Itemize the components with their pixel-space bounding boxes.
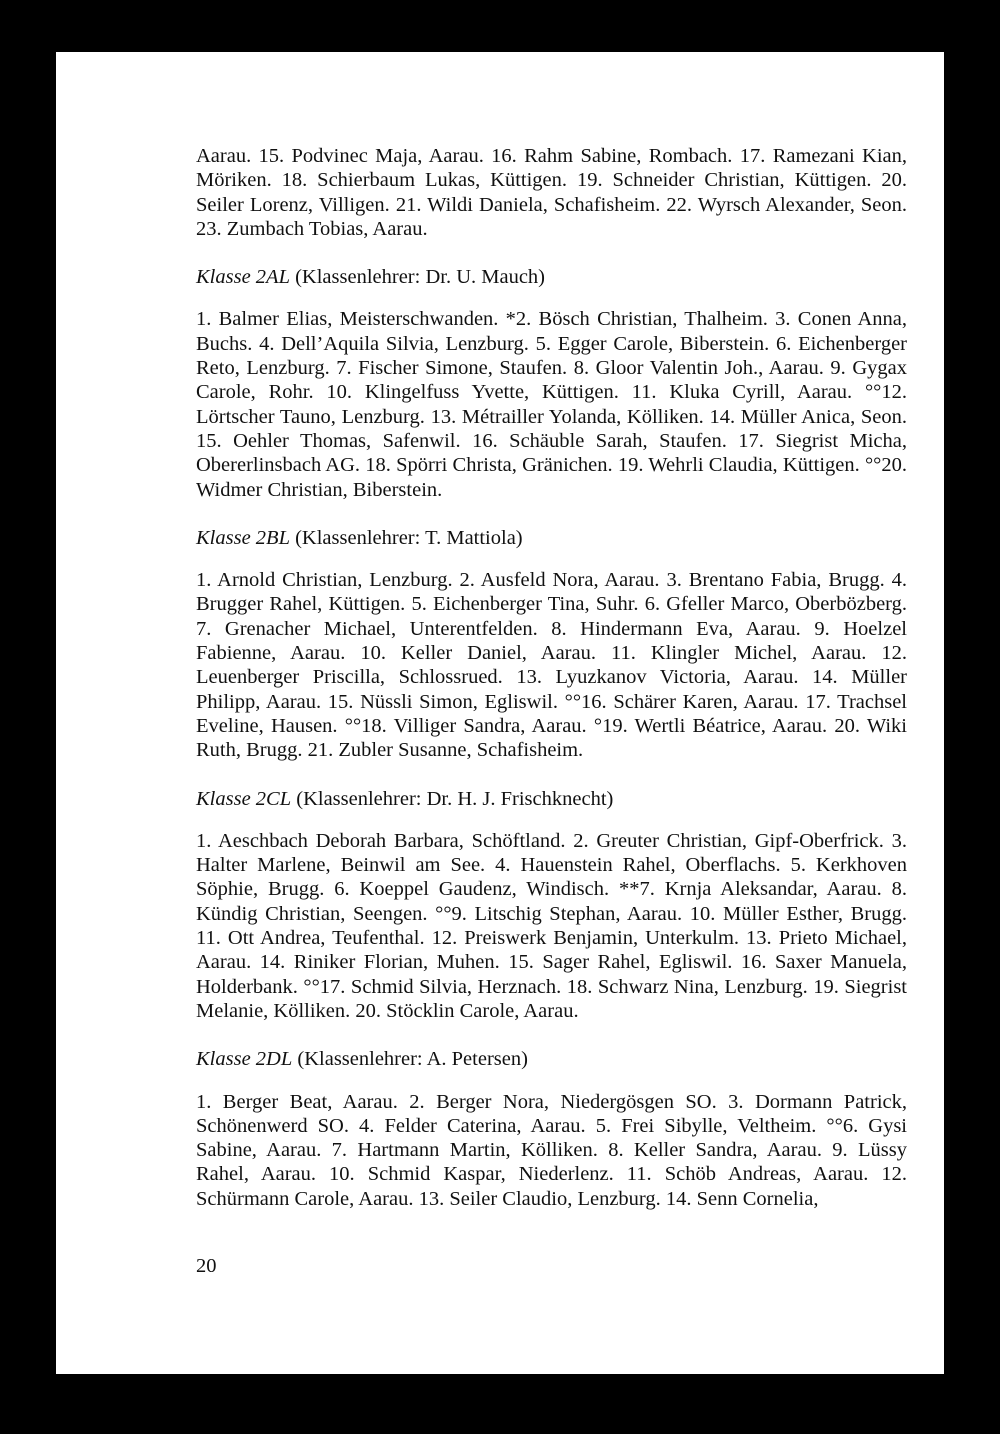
section-spacer [196,1023,907,1047]
student-list-2al: 1. Balmer Elias, Meisterschwanden. *2. Bösch Christian, Thalheim. 3. Conen Anna, Buchs. 4. Dell’Aquila Silvia, Lenzburg. 5. Egger Carole, Biberstein. 6. Eichenberger Reto, Lenzburg. 7. Fischer Simone, Staufen. 8. Gloor Valentin Joh., Aarau. 9. Gygax Carole, Rohr. 10. Klingelfuss Yvette, Küttigen. 11. Kluka Cyrill, Aarau. °°12. Lörtscher Tauno, Lenzburg. 13. Métrailler Yolanda, Kölliken. 14. Müller Anica, Seon. 15. Oehler Thomas, Safenwil. 16. Schäuble Sarah, Staufen. 17. Siegrist Micha, Obererlinsbach AG. 18. Spörri Christa, Gränichen. 19. Wehrli Claudia, Küttigen. °°20. Widmer Christian, Biberstein. [196,308,907,501]
section-heading-2al [196,265,907,289]
page-number: 20 [196,1255,217,1277]
section-spacer [196,1072,907,1090]
section-heading-2bl [196,526,907,550]
section-heading-2cl [196,787,907,811]
teacher-label: (Klassenlehrer: Dr. H. J. Frischknecht) [296,787,614,810]
section-spacer [196,502,907,526]
intro-paragraph: Aarau. 15. Podvinec Maja, Aarau. 16. Rahm Sabine, Rombach. 17. Ramezani Kian, Möriken. 18. Schierbaum Lukas, Küttigen. 19. Schneider Christian, Küttigen. 20. Seiler Lorenz, Villigen. 21. Wildi Daniela, Schafisheim. 22. Wyrsch Alexander, Seon. 23. Zumbach Tobias, Aarau. [196,145,907,240]
section-spacer [196,550,907,568]
page-body [196,144,907,1211]
section-spacer [196,289,907,307]
section-spacer [196,811,907,829]
document-page [56,52,944,1374]
class-label: Klasse 2AL [196,266,290,289]
section-spacer [196,763,907,787]
class-label: Klasse 2DL [196,1048,293,1071]
class-label: Klasse 2CL [196,787,292,810]
student-list-2bl: 1. Arnold Christian, Lenzburg. 2. Ausfeld Nora, Aarau. 3. Brentano Fabia, Brugg. 4. Brugger Rahel, Küttigen. 5. Eichenberger Tina, Suhr. 6. Gfeller Marco, Oberbözberg. 7. Grenacher Michael, Unterentfelden. 8. Hindermann Eva, Aarau. 9. Hoelzel Fabienne, Aarau. 10. Keller Daniel, Aarau. 11. Klingler Michel, Aarau. 12. Leuenberger Priscilla, Schlossrued. 13. Lyuzkanov Victoria, Aarau. 14. Müller Philipp, Aarau. 15. Nüssli Simon, Egliswil. °°16. Schärer Karen, Aarau. 17. Trachsel Eveline, Hausen. °°18. Villiger Sandra, Aarau. °19. Wertli Béatrice, Aarau. 20. Wiki Ruth, Brugg. 21. Zubler Susanne, Schafisheim. [196,569,907,762]
section-heading-2dl [196,1047,907,1071]
teacher-label: (Klassenlehrer: Dr. U. Mauch) [295,266,546,289]
student-list-2cl: 1. Aeschbach Deborah Barbara, Schöftland. 2. Greuter Christian, Gipf-Oberfrick. 3. Halter Marlene, Beinwil am See. 4. Hauenstein Rahel, Oberflachs. 5. Kerkhoven Söphie, Brugg. 6. Koeppel Gaudenz, Windisch. **7. Krnja Aleksandar, Aarau. 8. Kündig Christian, Seengen. °°9. Litschig Stephan, Aarau. 10. Müller Esther, Brugg. 11. Ott Andrea, Teufenthal. 12. Preiswerk Benjamin, Unterkulm. 13. Prieto Michael, Aarau. 14. Riniker Florian, Muhen. 15. Sager Rahel, Egliswil. 16. Saxer Manuela, Holderbank. °°17. Schmid Silvia, Herznach. 18. Schwarz Nina, Lenzburg. 19. Siegrist Melanie, Kölliken. 20. Stöcklin Carole, Aarau. [196,829,907,1022]
student-list-2dl: 1. Berger Beat, Aarau. 2. Berger Nora, Niedergösgen SO. 3. Dormann Patrick, Schönenwerd SO. 4. Felder Caterina, Aarau. 5. Frei Sibylle, Veltheim. °°6. Gysi Sabine, Aarau. 7. Hartmann Martin, Kölliken. 8. Keller Sandra, Aarau. 9. Lüssy Rahel, Aarau. 10. Schmid Kaspar, Niederlenz. 11. Schöb Andreas, Aarau. 12. Schürmann Carole, Aarau. 13. Seiler Claudio, Lenzburg. 14. Senn Cornelia, [196,1090,907,1210]
teacher-label: (Klassenlehrer: A. Petersen) [297,1048,528,1071]
class-label: Klasse 2BL [196,526,290,549]
section-spacer [196,241,907,265]
teacher-label: (Klassenlehrer: T. Mattiola) [295,526,523,549]
